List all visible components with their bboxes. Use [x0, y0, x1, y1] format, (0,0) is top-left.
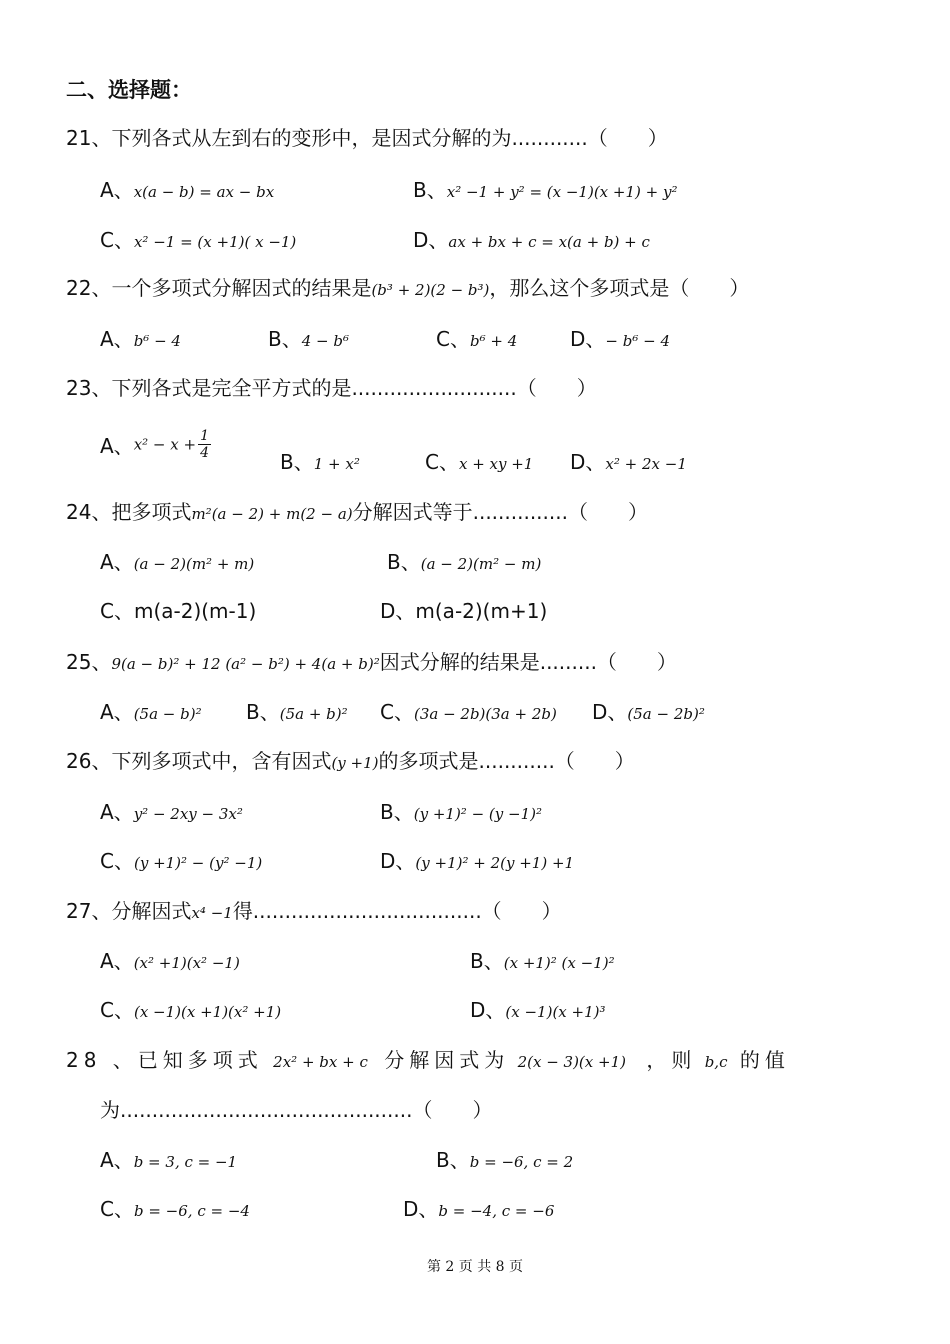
question-text: 的多项式是............（ ） [378, 749, 635, 773]
q26-option-d [380, 845, 574, 874]
question-25 [66, 646, 677, 675]
q27-option-a [100, 945, 240, 974]
q26-option-a [100, 796, 243, 825]
option-label: A、 [100, 434, 134, 458]
fraction-numerator: 1 [200, 428, 209, 444]
option-label: C、 [436, 327, 470, 351]
option-label: A、 [100, 178, 134, 202]
question-28-line-2: 为..............................................（ ） [100, 1098, 493, 1122]
option-label: D、 [592, 700, 628, 724]
question-22 [66, 272, 749, 301]
option-label: D、 [403, 1197, 439, 1221]
q23-option-a [100, 428, 211, 461]
option-expr: b = −6, c = −4 [133, 1202, 250, 1220]
option-expr: x² − x + [133, 435, 197, 454]
option-label: A、 [100, 327, 134, 351]
option-label: C、 [100, 849, 134, 873]
option-label: C、 [100, 1197, 134, 1221]
question-text: 分解因式等于...............（ ） [352, 500, 648, 524]
option-label: D、 [570, 327, 606, 351]
question-28-line-1 [66, 1044, 790, 1073]
question-expr: b,c [704, 1053, 728, 1071]
option-expr: x(a − b) = ax − bx [133, 183, 275, 201]
question-text: 因式分解的结果是.........（ ） [379, 650, 677, 674]
question-text: 26、下列多项式中，含有因式 [66, 749, 332, 773]
option-expr: (x +1)² (x −1)² [503, 954, 615, 972]
q25-option-a [100, 696, 202, 725]
option-expr: (5a − b)² [133, 705, 202, 723]
option-expr: (a − 2)(m² + m) [133, 555, 255, 573]
q22-option-c [436, 323, 517, 352]
question-expr: 9(a − b)² + 12 (a² − b²) + 4(a + b)² [111, 655, 380, 673]
q26-option-c [100, 845, 262, 874]
option-expr: b = 3, c = −1 [133, 1153, 238, 1171]
option-expr: (3a − 2b)(3a + 2b) [413, 705, 557, 723]
q25-option-b [246, 696, 348, 725]
option-label: C、 [380, 700, 414, 724]
option-expr: (5a + b)² [279, 705, 348, 723]
q24-option-d: D、m(a-2)(m+1) [380, 599, 548, 623]
q21-option-a [100, 174, 274, 203]
question-text: 24、把多项式 [66, 500, 192, 524]
q28-option-c [100, 1193, 250, 1222]
option-label: B、 [470, 949, 504, 973]
option-label: D、 [570, 450, 606, 474]
option-expr: (x −1)(x +1)(x² +1) [133, 1003, 282, 1021]
option-expr: (x −1)(x +1)³ [505, 1003, 606, 1021]
q23-option-d [570, 446, 687, 475]
fraction-one-quarter [198, 428, 211, 461]
option-expr: x² −1 = (x +1)( x −1) [133, 233, 297, 251]
q21-option-b [413, 174, 677, 203]
option-expr: b⁶ + 4 [469, 332, 518, 350]
option-label: B、 [246, 700, 280, 724]
fraction-denominator: 4 [200, 445, 209, 461]
question-text: 得....................................（ ） [232, 899, 562, 923]
question-21: 21、下列各式从左到右的变形中，是因式分解的为............（ ） [66, 126, 668, 150]
option-label: C、 [100, 228, 134, 252]
option-label: B、 [280, 450, 314, 474]
option-label: A、 [100, 949, 134, 973]
question-26 [66, 745, 635, 774]
question-expr: (b³ + 2)(2 − b³) [371, 281, 490, 299]
question-text: ，那么这个多项式是（ ） [489, 276, 750, 300]
q24-option-a [100, 546, 254, 575]
option-label: C、 [425, 450, 459, 474]
option-label: A、 [100, 700, 134, 724]
option-expr: x² + 2x −1 [605, 455, 687, 473]
option-expr: y² − 2xy − 3x² [133, 805, 243, 823]
option-label: B、 [380, 800, 414, 824]
question-text: 的值 [739, 1048, 790, 1072]
q21-option-c [100, 224, 296, 253]
option-expr: b = −6, c = 2 [469, 1153, 574, 1171]
q24-option-b [387, 546, 541, 575]
option-label: D、 [413, 228, 449, 252]
option-expr: (5a − 2b)² [627, 705, 705, 723]
question-expr: m²(a − 2) + m(2 − a) [191, 505, 353, 523]
q22-option-b [268, 323, 349, 352]
option-expr: 4 − b⁶ [301, 332, 349, 350]
option-expr: b = −4, c = −6 [438, 1202, 555, 1220]
q24-option-c: C、m(a-2)(m-1) [100, 599, 257, 623]
q27-option-b [470, 945, 615, 974]
page-footer: 第 2 页 共 8 页 [426, 1259, 524, 1275]
option-label: D、 [470, 998, 506, 1022]
q27-option-d [470, 994, 606, 1023]
q23-option-b [280, 446, 360, 475]
option-expr: ax + bx + c = x(a + b) + c [448, 233, 650, 251]
option-expr: − b⁶ − 4 [605, 332, 671, 350]
q27-option-c [100, 994, 281, 1023]
question-text: 22、一个多项式分解因式的结果是 [66, 276, 372, 300]
section-title: 二、选择题： [66, 78, 192, 102]
question-expr: x⁴ −1 [191, 904, 233, 922]
option-expr: (x² +1)(x² −1) [133, 954, 240, 972]
option-label: A、 [100, 800, 134, 824]
option-label: A、 [100, 550, 134, 574]
question-expr: 2(x − 3)(x +1) [517, 1053, 626, 1071]
option-expr: (y +1)² − (y² −1) [133, 854, 263, 872]
question-expr: 2x² + bx + c [273, 1053, 368, 1071]
option-expr: (y +1)² + 2(y +1) +1 [415, 854, 575, 872]
question-text: 28 、已知多项式 [66, 1048, 263, 1072]
q25-option-c [380, 696, 557, 725]
q22-option-d [570, 323, 670, 352]
question-24 [66, 496, 648, 525]
option-label: D、 [380, 849, 416, 873]
q21-option-d [413, 224, 650, 253]
option-label: C、 [100, 998, 134, 1022]
option-expr: x + xy +1 [458, 455, 534, 473]
question-27 [66, 895, 562, 924]
option-expr: b⁶ − 4 [133, 332, 181, 350]
option-expr: (a − 2)(m² − m) [420, 555, 542, 573]
q28-option-d [403, 1193, 554, 1222]
q26-option-b [380, 796, 542, 825]
option-label: B、 [436, 1148, 470, 1172]
option-label: B、 [413, 178, 447, 202]
option-label: A、 [100, 1148, 134, 1172]
question-expr: (y +1) [331, 754, 379, 772]
q25-option-d [592, 696, 705, 725]
option-expr: 1 + x² [313, 455, 360, 473]
question-text: 分解因式为 [384, 1048, 510, 1072]
option-label: B、 [268, 327, 302, 351]
option-expr: x² −1 + y² = (x −1)(x +1) + y² [446, 183, 678, 201]
q22-option-a [100, 323, 181, 352]
q28-option-a [100, 1144, 237, 1173]
q28-option-b [436, 1144, 573, 1173]
question-23: 23、下列各式是完全平方式的是..........................（ ） [66, 376, 597, 400]
option-expr: (y +1)² − (y −1)² [413, 805, 542, 823]
question-text: ，则 [646, 1048, 697, 1072]
question-text: 27、分解因式 [66, 899, 192, 923]
question-text: 25、 [66, 650, 112, 674]
q23-option-c [425, 446, 533, 475]
option-label: B、 [387, 550, 421, 574]
